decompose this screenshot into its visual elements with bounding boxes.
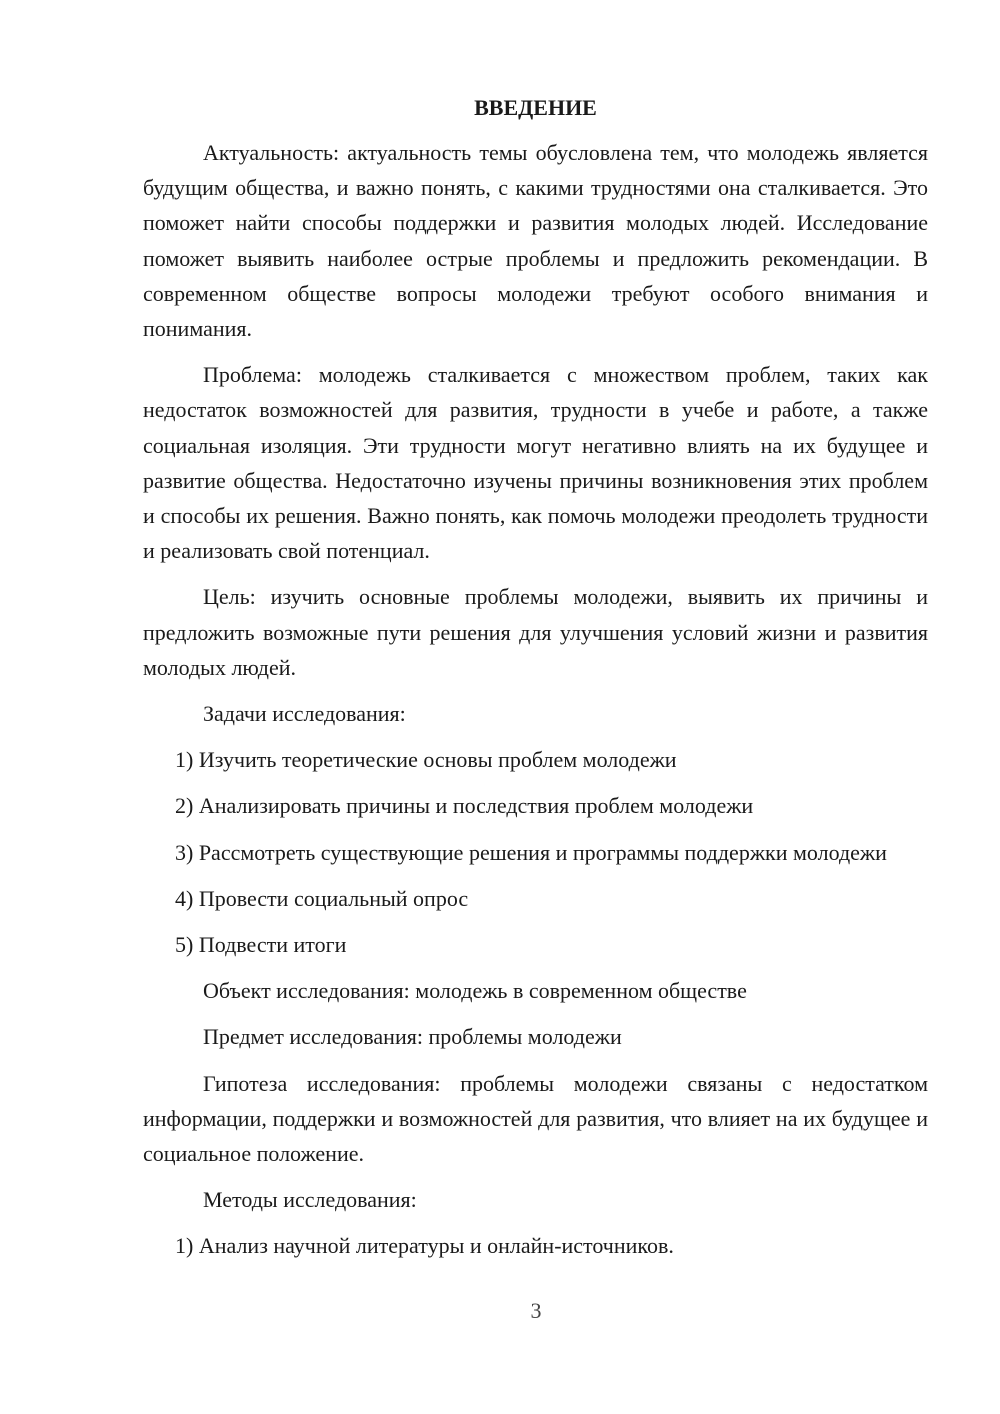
task-item-2: 2) Анализировать причины и последствия проблем молодежи bbox=[175, 793, 754, 819]
relevance-paragraph: Актуальность: актуальность темы обусловлена тем, что молодежь является будущим общества, и важно понять, с какими трудностями она сталкивается. Это поможет найти способы поддержки и развития молодых людей. Исследование поможет выявить наиболее острые проблемы и предложить рекомендации. В современном обществе вопросы молодежи требуют особого внимания и понимания. bbox=[143, 140, 928, 342]
methods-heading: Методы исследования: bbox=[203, 1187, 417, 1213]
task-item-1: 1) Изучить теоретические основы проблем молодежи bbox=[175, 747, 677, 773]
hypothesis-paragraph: Гипотеза исследования: проблемы молодежи связаны с недостатком информации, поддержки и возможностей для развития, что влияет на их будущее и социальное положение. bbox=[143, 1070, 928, 1167]
tasks-heading: Задачи исследования: bbox=[203, 701, 406, 727]
task-item-4: 4) Провести социальный опрос bbox=[175, 885, 469, 911]
problem-paragraph: Проблема: молодежь сталкивается с множеством проблем, таких как недостаток возможностей для развития, трудности в учебе и работе, а также социальная изоляция. Эти трудности могут негативно влиять на их будущее и развитие общества. Недостаточно изучены причины возникновения этих проблем и способы их решения. Важно понять, как помочь молодежи преодолеть трудности и реализовать свой потенциал. bbox=[143, 362, 928, 564]
task-item-5: 5) Подвести итоги bbox=[175, 932, 347, 958]
object-paragraph: Объект исследования: молодежь в современном обществе bbox=[203, 978, 747, 1004]
goal-paragraph: Цель: изучить основные проблемы молодежи, выявить их причины и предложить возможные пути решения для улучшения условий жизни и развития молодых людей. bbox=[143, 584, 928, 680]
page-number: 3 bbox=[530, 1298, 542, 1323]
method-item-1: 1) Анализ научной литературы и онлайн-источников. bbox=[175, 1233, 674, 1259]
page-content bbox=[143, 92, 928, 1275]
subject-paragraph: Предмет исследования: проблемы молодежи bbox=[203, 1024, 622, 1050]
task-item-3: 3) Рассмотреть существующие решения и программы поддержки молодежи bbox=[175, 839, 887, 865]
section-title: ВВЕДЕНИЕ bbox=[474, 95, 597, 120]
